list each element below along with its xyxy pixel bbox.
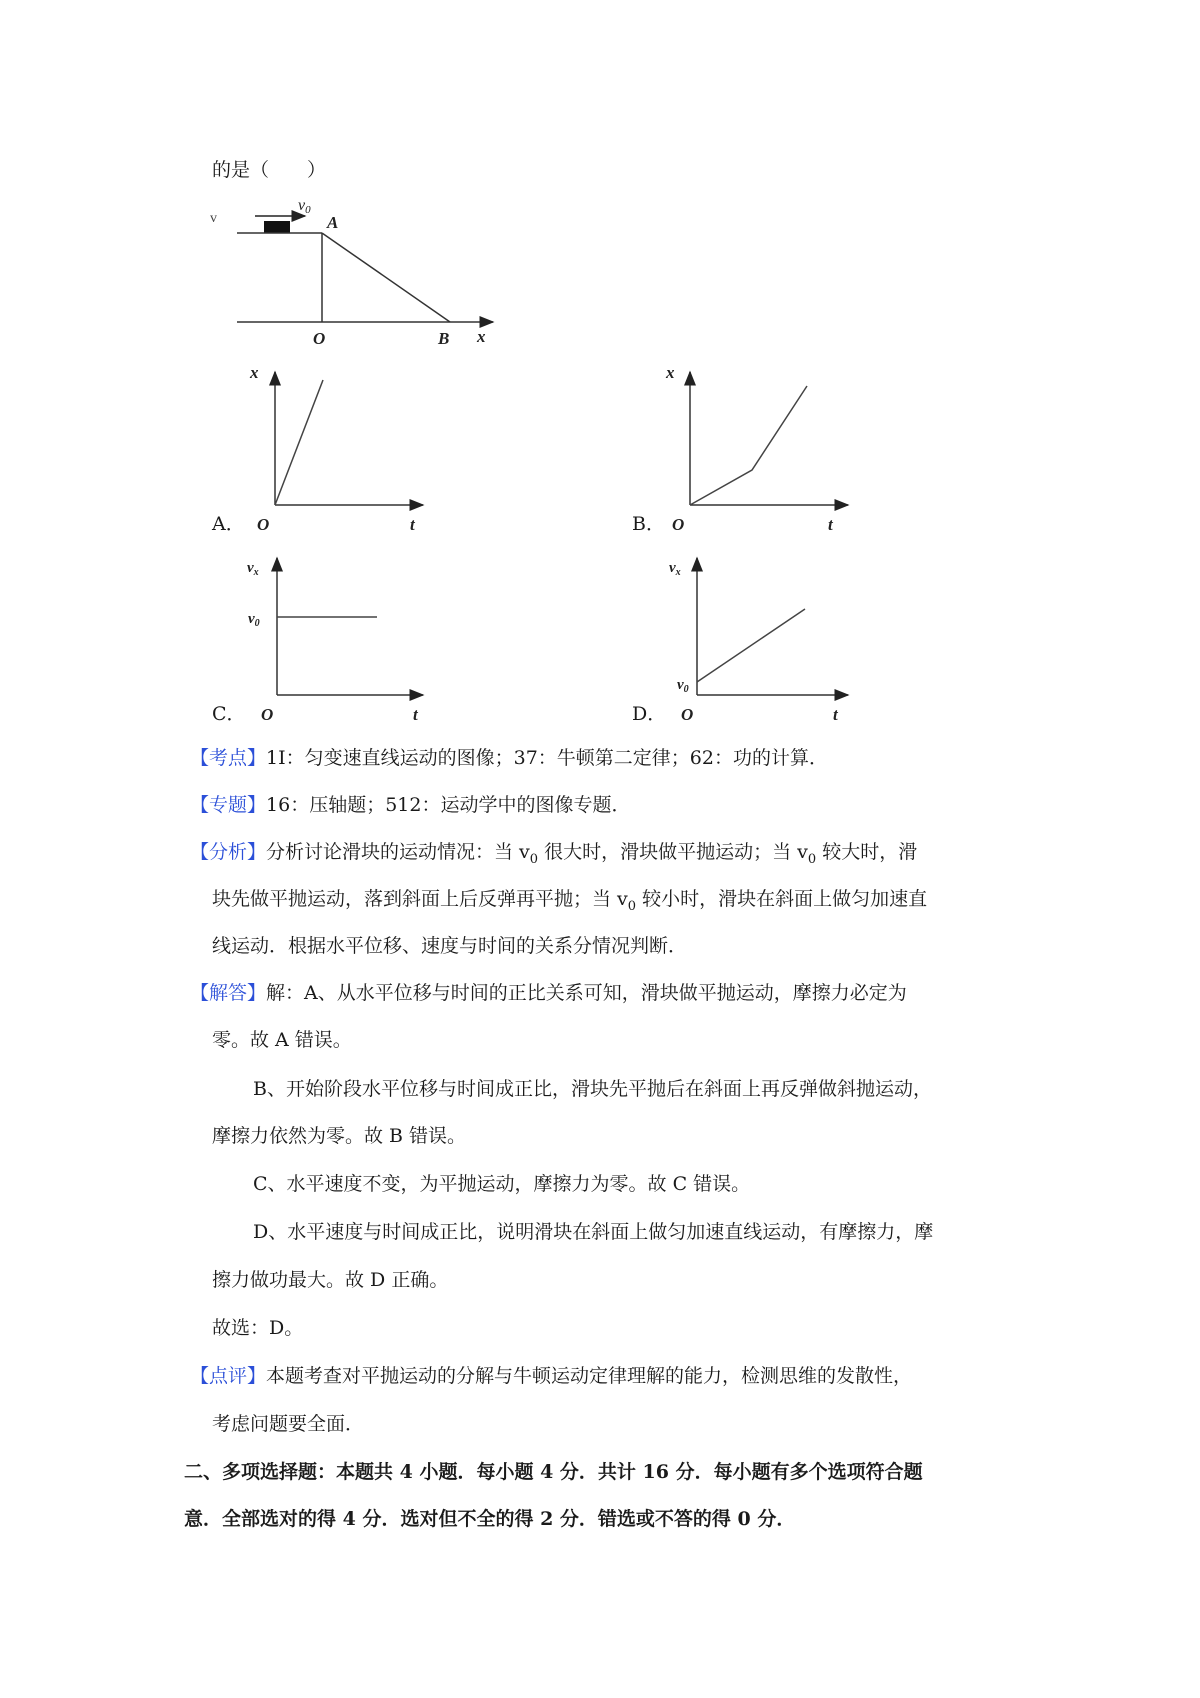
jieda-line-5: C、水平速度不变，为平抛运动，摩擦力为零。故 C 错误。 [253,1173,751,1195]
level-label: $v_0$ [248,611,260,629]
fenxi-line-2 [212,887,927,919]
point-O: O [313,329,326,348]
option-b-graph [660,360,850,540]
intro-line: 的是（ ） [212,159,327,181]
fenxi-line-1 [190,840,917,872]
x-label: t [413,705,418,724]
section2-line-1: 二、多项选择题：本题共 4 小题．每小题 4 分．共计 16 分．每小题有多个选项符合题 [184,1461,923,1483]
option-a-label: A． [212,513,245,535]
jieda-tag: 【解答】 [190,982,267,1004]
dianping-tag: 【点评】 [190,1365,267,1387]
point-A: A [327,213,339,232]
kaodian-tag: 【考点】 [190,747,267,769]
graph-line [275,380,323,505]
zhuanti-text: 16：压轴题；512：运动学中的图像专题． [266,794,631,816]
fenxi-text: 块先做平抛运动，落到斜面上后反弹再平抛；当 v [212,888,628,910]
jieda-line-8: 故选：D。 [212,1317,304,1339]
graph-line [690,386,807,505]
subscript: 0 [627,898,637,914]
zhuanti-tag: 【专题】 [190,794,267,816]
option-a-graph [245,360,425,540]
option-b-label: B． [632,513,665,535]
fenxi-text: 较小时，滑块在斜面上做匀加速直 [636,888,928,910]
x-label: t [410,515,415,534]
point-B: B [438,329,450,348]
y-label: x [666,363,675,382]
option-d-graph [665,550,855,730]
axis-x-label: x [477,327,486,346]
zhuanti-line [190,793,630,817]
fenxi-line-3: 线运动．根据水平位移、速度与时间的关系分情况判断． [212,935,688,957]
origin-label: O [257,515,270,534]
y-label: x [250,363,259,382]
jieda-line-6: D、水平速度与时间成正比，说明滑块在斜面上做匀加速直线运动，有摩擦力，摩 [253,1221,934,1243]
option-c-graph [245,550,425,730]
level-label: $v_0$ [677,677,689,695]
graph-line [697,609,805,682]
x-label: t [828,515,833,534]
jieda-line-1 [190,981,907,1005]
subscript: 0 [529,851,539,867]
dianping-line-1 [190,1364,912,1388]
y-label: $v_x$ [669,560,681,578]
origin-label: O [672,515,685,534]
origin-label: O [681,705,694,724]
jieda-line-7: 擦力做功最大。故 D 正确。 [212,1269,449,1291]
dianping-text: 本题考查对平抛运动的分解与牛顿运动定律理解的能力，检测思维的发散性， [266,1365,913,1387]
x-label: t [833,705,838,724]
y-label: $v_x$ [247,560,259,578]
slider-block [264,221,290,233]
jieda-text: 解：A、从水平位移与时间的正比关系可知，滑块做平抛运动，摩擦力必定为 [266,982,907,1004]
section2-line-2: 意．全部选对的得 4 分．选对但不全的得 2 分．错选或不答的得 0 分． [184,1508,796,1530]
jieda-line-4: 摩擦力依然为零。故 B 错误。 [212,1125,467,1147]
jieda-line-3: B、开始阶段水平位移与时间成正比，滑块先平抛后在斜面上再反弹做斜抛运动， [253,1078,932,1100]
kaodian-text: 1I：匀变速直线运动的图像；37：牛顿第二定律；62：功的计算． [266,747,828,769]
kaodian-line [190,746,828,770]
velocity-label: v0 [298,197,311,216]
setup-figure [205,190,505,350]
subscript: 0 [807,851,817,867]
fenxi-text: 很大时，滑块做平抛运动；当 v [538,841,808,863]
fenxi-tag: 【分析】 [190,841,267,863]
dianping-line-2: 考虑问题要全面． [212,1413,365,1435]
fenxi-text: 较大时，滑 [816,841,918,863]
option-d-label: D． [632,703,667,725]
origin-label: O [261,705,274,724]
incline-line [322,233,450,322]
corner-mark: v [210,211,217,226]
fenxi-text: 分析讨论滑块的运动情况：当 v [266,841,530,863]
option-c-label: C． [212,703,246,725]
jieda-line-2: 零。故 A 错误。 [212,1029,352,1051]
